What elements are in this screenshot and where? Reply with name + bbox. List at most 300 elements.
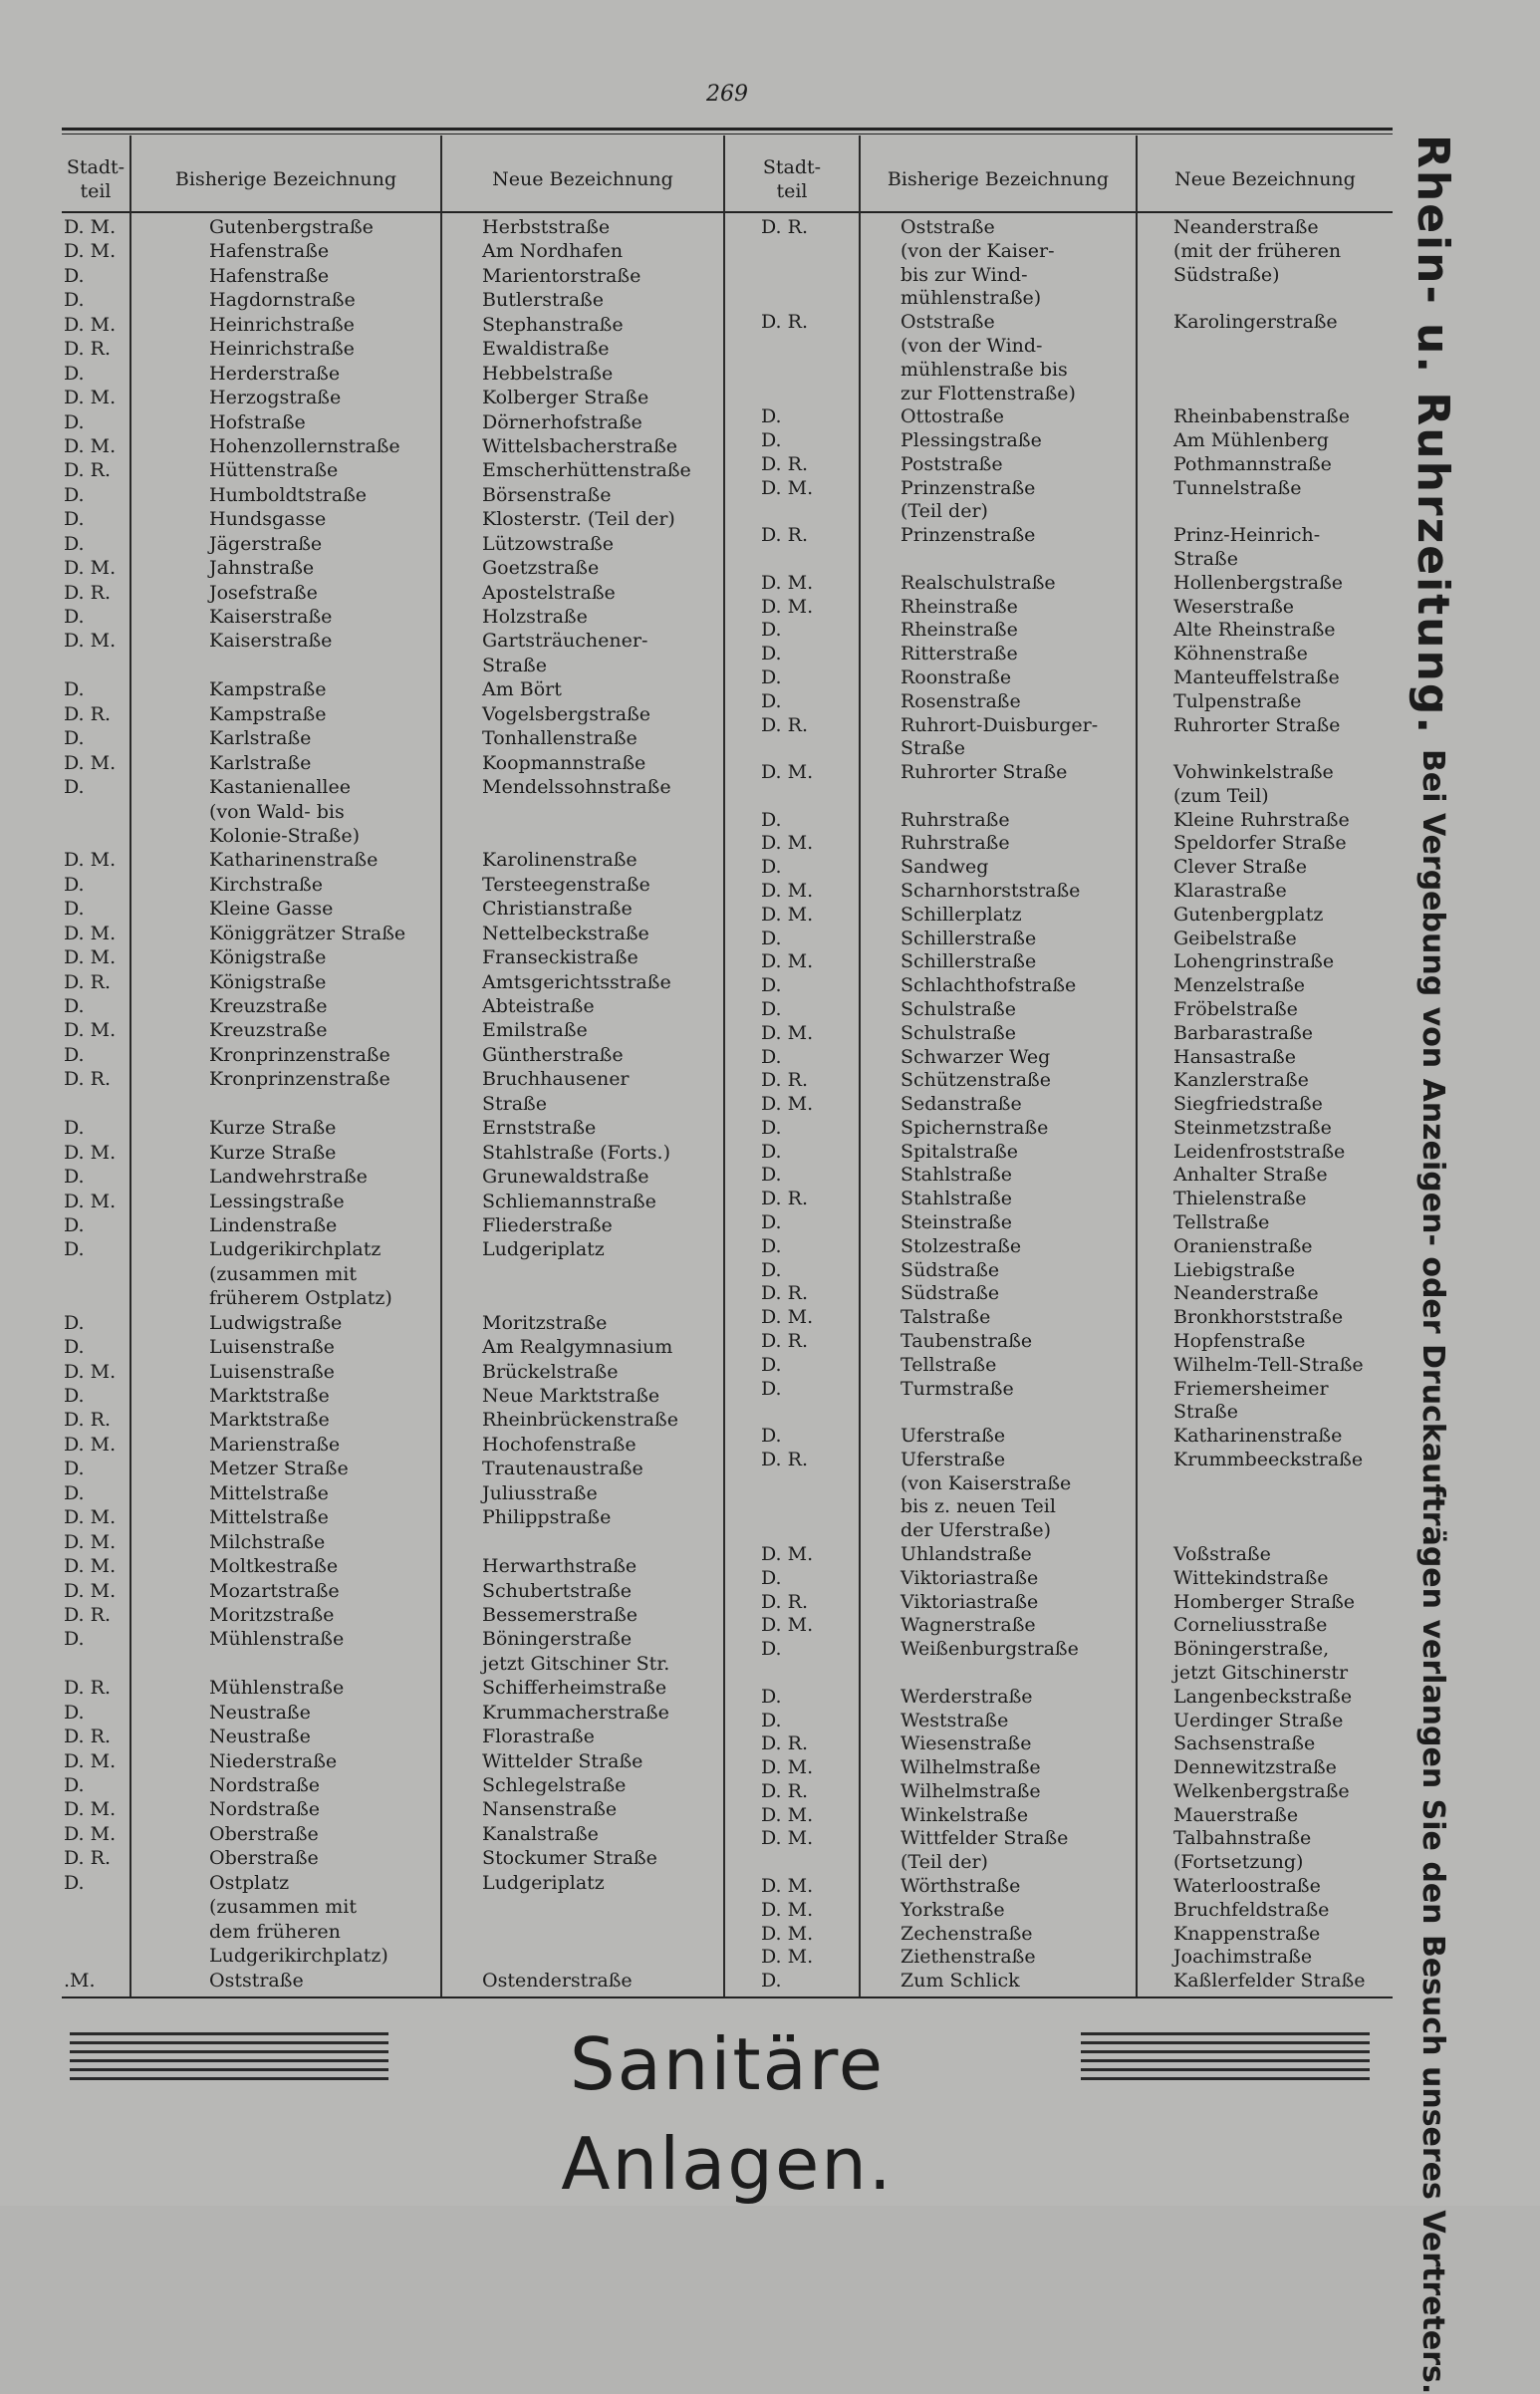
stadtteil-cell: D. — [64, 1336, 85, 1359]
new-name-cell: Sachsenstraße — [1173, 1732, 1316, 1755]
old-name-cell: Oststraße — [900, 311, 995, 334]
old-name-cell: Schillerstraße — [900, 927, 1037, 949]
bottom-rule — [62, 1996, 1393, 1998]
new-name-cell: (Fortsetzung) — [1173, 1851, 1304, 1874]
stadtteil-cell: D. M. — [64, 1019, 117, 1042]
new-name-cell: Krummacherstraße — [482, 1701, 669, 1724]
old-name-cell: (von der Wind- — [900, 334, 1043, 357]
new-name-cell: jetzt Gitschiner Str. — [482, 1652, 670, 1675]
stadtteil-cell: D. — [761, 1377, 782, 1400]
stadtteil-cell: D. — [761, 429, 782, 452]
new-name-cell: Neanderstraße — [1173, 216, 1319, 238]
new-name-cell: Hochofenstraße — [482, 1433, 637, 1456]
old-name-cell: (von der Kaiser- — [900, 239, 1055, 262]
old-name-cell: Hofstraße — [209, 410, 306, 433]
stadtteil-cell: D. R. — [64, 702, 111, 725]
stadtteil-cell: D. R. — [64, 1847, 111, 1870]
stadtteil-cell: D. — [761, 1353, 782, 1376]
column-divider — [129, 135, 131, 1996]
new-name-cell: Straße — [1173, 548, 1238, 570]
new-name-cell: Karolinenstraße — [482, 849, 638, 872]
new-name-cell: Kleine Ruhrstraße — [1173, 808, 1350, 831]
old-name-cell: Marktstraße — [209, 1385, 330, 1408]
old-name-cell: Oststraße — [209, 1969, 304, 1992]
stadtteil-cell: D. — [761, 974, 782, 997]
old-name-cell: bis zur Wind- — [900, 263, 1028, 286]
old-name-cell: Josefstraße — [209, 581, 318, 604]
stadtteil-cell: D. M. — [64, 1433, 117, 1456]
old-name-cell: Jahnstraße — [209, 557, 315, 580]
new-name-cell: Gutenbergplatz — [1173, 903, 1324, 926]
stadtteil-cell: D. M. — [64, 1822, 117, 1845]
new-name-cell: Anhalter Straße — [1173, 1164, 1328, 1187]
new-name-cell: Trautenaustraße — [482, 1458, 643, 1480]
stadtteil-cell: D. — [64, 1043, 85, 1066]
new-name-cell: Dennewitzstraße — [1173, 1756, 1337, 1779]
old-name-cell: Neustraße — [209, 1701, 311, 1724]
new-name-cell: Klarastraße — [1173, 880, 1287, 903]
stadtteil-cell: D. — [64, 1385, 85, 1408]
stadtteil-cell: D. M. — [64, 240, 117, 263]
old-name-cell: Schillerplatz — [900, 903, 1022, 926]
new-name-cell: Am Mühlenberg — [1173, 429, 1329, 452]
new-name-cell: Marientorstraße — [482, 264, 642, 287]
old-name-cell: Scharnhorststraße — [900, 880, 1081, 903]
new-name-cell: Kaßlerfelder Straße — [1173, 1970, 1366, 1993]
old-name-cell: (von Kaiserstraße — [900, 1471, 1072, 1494]
new-name-cell: Stephanstraße — [482, 313, 624, 336]
old-name-cell: Wilhelmstraße — [900, 1779, 1041, 1802]
old-name-cell: Humboldtstraße — [209, 483, 368, 506]
old-name-cell: mühlenstraße bis — [900, 358, 1068, 381]
new-name-cell: Am Realgymnasium — [482, 1336, 673, 1359]
new-name-cell: Gartsträuchener- — [482, 630, 648, 653]
stadtteil-cell: D. M. — [761, 880, 814, 903]
header-bisherige-right: Bisherige Bezeichnung — [887, 168, 1110, 190]
old-name-cell: Spitalstraße — [900, 1140, 1019, 1163]
new-name-cell: Ludgeriplatz — [482, 1871, 605, 1894]
stadtteil-cell: D. — [64, 1117, 85, 1140]
old-name-cell: Kreuzstraße — [209, 995, 328, 1018]
old-name-cell: Schwarzer Weg — [900, 1045, 1051, 1068]
column-divider — [440, 135, 442, 1996]
stadtteil-cell: D. — [761, 1685, 782, 1708]
old-name-cell: Kolonie-Straße) — [209, 824, 361, 847]
new-name-cell: Langenbeckstraße — [1173, 1685, 1353, 1708]
stadtteil-cell: D. M. — [761, 1827, 814, 1850]
old-name-cell: Nordstraße — [209, 1798, 321, 1821]
old-name-cell: Lessingstraße — [209, 1190, 345, 1212]
stadtteil-cell: D. R. — [761, 1069, 808, 1092]
stadtteil-cell: D. M. — [64, 1141, 117, 1164]
new-name-cell: Bruchhausener — [482, 1068, 630, 1091]
new-name-cell: Nettelbeckstraße — [482, 922, 649, 944]
stadtteil-cell: D. R. — [761, 1448, 808, 1470]
old-name-cell: dem früheren — [209, 1920, 341, 1943]
old-name-cell: Wiesenstraße — [900, 1732, 1032, 1755]
stadtteil-cell: D. R. — [64, 970, 111, 993]
new-name-cell: Böningerstraße — [482, 1628, 633, 1651]
new-name-cell: Oranienstraße — [1173, 1234, 1313, 1257]
stadtteil-cell: D. M. — [64, 1579, 117, 1602]
stadtteil-cell: D. R. — [761, 1188, 808, 1210]
old-name-cell: (zusammen mit — [209, 1262, 358, 1285]
new-name-cell: Florastraße — [482, 1726, 595, 1748]
old-name-cell: Heinrichstraße — [209, 338, 355, 361]
stadtteil-cell: D. R. — [761, 311, 808, 334]
new-name-cell: Kanalstraße — [482, 1822, 599, 1845]
old-name-cell: Kaiserstraße — [209, 630, 333, 653]
new-name-cell: Amtsgerichtsstraße — [482, 970, 671, 993]
new-name-cell: Ernststraße — [482, 1117, 597, 1140]
old-name-cell: Zum Schlick — [900, 1970, 1020, 1993]
stadtteil-cell: D. M. — [64, 1798, 117, 1821]
old-name-cell: mühlenstraße) — [900, 287, 1042, 310]
old-name-cell: Kurze Straße — [209, 1117, 337, 1140]
stadtteil-cell: D. — [761, 1234, 782, 1257]
old-name-cell: bis z. neuen Teil — [900, 1495, 1056, 1518]
new-name-cell: Katharinenstraße — [1173, 1425, 1343, 1448]
stadtteil-cell: D. — [761, 1709, 782, 1731]
new-name-cell: Emilstraße — [482, 1019, 588, 1042]
new-name-cell: Pothmannstraße — [1173, 452, 1332, 475]
stadtteil-cell: D. M. — [64, 434, 117, 457]
stadtteil-cell: D. — [761, 1211, 782, 1234]
top-rule-thin — [62, 133, 1393, 134]
stadtteil-cell: D. M. — [64, 849, 117, 872]
stadtteil-cell: D. M. — [761, 832, 814, 855]
stadtteil-cell: D. — [761, 1258, 782, 1281]
new-name-cell: Thielenstraße — [1173, 1188, 1307, 1210]
stadtteil-cell: D. M. — [761, 1543, 814, 1566]
new-name-cell: Ostenderstraße — [482, 1969, 633, 1992]
stadtteil-cell: D. M. — [761, 1946, 814, 1969]
stadtteil-cell: D. — [64, 483, 85, 506]
new-name-cell: Am Bört — [482, 678, 562, 701]
stadtteil-cell: D. R. — [64, 581, 111, 604]
stadtteil-cell: D. M. — [64, 1555, 117, 1578]
stadtteil-cell: D. — [64, 776, 85, 799]
new-name-cell: Straße — [482, 1092, 547, 1115]
stadtteil-cell: D. — [64, 1458, 85, 1480]
page-number: 269 — [706, 82, 748, 107]
old-name-cell: Katharinenstraße — [209, 849, 379, 872]
old-name-cell: zur Flottenstraße) — [900, 382, 1076, 404]
stadtteil-cell: D. — [761, 856, 782, 879]
new-name-cell: Klosterstr. (Teil der) — [482, 508, 675, 531]
old-name-cell: Kreuzstraße — [209, 1019, 328, 1042]
stadtteil-cell: D. R. — [761, 1590, 808, 1613]
old-name-cell: Hafenstraße — [209, 240, 330, 263]
new-name-cell: Barbarastraße — [1173, 1021, 1314, 1044]
new-name-cell: Waterloostraße — [1173, 1875, 1321, 1898]
stadtteil-cell: D. R. — [761, 1732, 808, 1755]
old-name-cell: Luisenstraße — [209, 1360, 335, 1383]
old-name-cell: Marienstraße — [209, 1433, 341, 1456]
column-divider — [859, 135, 861, 1996]
new-name-cell: Hopfenstraße — [1173, 1329, 1306, 1352]
old-name-cell: Kirchstraße — [209, 873, 323, 896]
new-name-cell: Brückelstraße — [482, 1360, 619, 1383]
new-name-cell: Lohengrinstraße — [1173, 950, 1335, 973]
new-name-cell: Emscherhüttenstraße — [482, 459, 691, 482]
old-name-cell: Karlstraße — [209, 727, 312, 750]
stadtteil-cell: D. — [64, 1166, 85, 1189]
new-name-cell: Rheinbabenstraße — [1173, 405, 1350, 428]
new-name-cell: Bronkhorststraße — [1173, 1306, 1344, 1329]
old-name-cell: Neustraße — [209, 1726, 311, 1748]
new-name-cell: Ruhrorter Straße — [1173, 713, 1341, 736]
stadtteil-cell: D. R. — [761, 452, 808, 475]
stadtteil-cell: D. — [64, 1238, 85, 1261]
stadtteil-cell: D. R. — [761, 1779, 808, 1802]
new-name-cell: Ludgeriplatz — [482, 1238, 605, 1261]
old-name-cell: Herderstraße — [209, 362, 341, 385]
new-name-cell: Herwarthstraße — [482, 1555, 638, 1578]
stadtteil-cell: D. M. — [761, 1875, 814, 1898]
new-name-cell: Am Nordhafen — [482, 240, 624, 263]
new-name-cell: Tunnelstraße — [1173, 476, 1302, 499]
stadtteil-cell: D. — [761, 1638, 782, 1661]
stadtteil-cell: D. — [64, 1481, 85, 1504]
new-name-cell: Corneliusstraße — [1173, 1614, 1328, 1637]
old-name-cell: Mühlenstraße — [209, 1628, 345, 1651]
old-name-cell: (von Wald- bis — [209, 800, 345, 823]
old-name-cell: Herzogstraße — [209, 387, 342, 409]
old-name-cell: Ludwigstraße — [209, 1311, 343, 1334]
stadtteil-cell: D. — [64, 873, 85, 896]
stadtteil-cell: D. — [761, 1045, 782, 1068]
new-name-cell: Neanderstraße — [1173, 1282, 1319, 1305]
old-name-cell: Roonstraße — [900, 665, 1012, 688]
old-name-cell: Jägerstraße — [209, 532, 323, 555]
stadtteil-cell: D. — [761, 619, 782, 642]
old-name-cell: Poststraße — [900, 452, 1003, 475]
new-name-cell: Alte Rheinstraße — [1173, 619, 1336, 642]
stadtteil-cell: D. M. — [761, 761, 814, 784]
new-name-cell: Karolingerstraße — [1173, 311, 1338, 334]
stadtteil-cell: D. — [761, 1970, 782, 1993]
new-name-cell: Juliusstraße — [482, 1481, 598, 1504]
new-name-cell: Bessemerstraße — [482, 1603, 639, 1626]
old-name-cell: Realschulstraße — [900, 571, 1056, 594]
old-name-cell: Metzer Straße — [209, 1458, 349, 1480]
old-name-cell: Uferstraße — [900, 1425, 1006, 1448]
old-name-cell: Ruhrort-Duisburger- — [900, 713, 1099, 736]
new-name-cell: Wittelsbacherstraße — [482, 434, 678, 457]
new-name-cell: Bruchfeldstraße — [1173, 1898, 1330, 1921]
stadtteil-cell: D. M. — [761, 1898, 814, 1921]
old-name-cell: Heinrichstraße — [209, 313, 355, 336]
new-name-cell: Christianstraße — [482, 898, 633, 921]
old-name-cell: Werderstraße — [900, 1685, 1033, 1708]
new-name-cell: Joachimstraße — [1173, 1946, 1313, 1969]
new-name-cell: Uerdinger Straße — [1173, 1709, 1344, 1731]
old-name-cell: Zechenstraße — [900, 1922, 1033, 1945]
new-name-cell: Vohwinkelstraße — [1173, 761, 1334, 784]
stadtteil-cell: D. — [64, 289, 85, 312]
old-name-cell: Uhlandstraße — [900, 1543, 1032, 1566]
new-name-cell: Steinmetzstraße — [1173, 1116, 1332, 1139]
new-name-cell: Schlegelstraße — [482, 1774, 627, 1797]
old-name-cell: Luisenstraße — [209, 1336, 335, 1359]
old-name-cell: Südstraße — [900, 1282, 1000, 1305]
new-name-cell: Südstraße) — [1173, 263, 1280, 286]
stadtteil-cell: D. M. — [761, 1922, 814, 1945]
old-name-cell: Kronprinzenstraße — [209, 1068, 390, 1091]
column-divider — [723, 135, 725, 1996]
old-name-cell: der Uferstraße) — [900, 1519, 1052, 1542]
stadtteil-cell: D. — [761, 1116, 782, 1139]
new-name-cell: Straße — [1173, 1401, 1238, 1424]
new-name-cell: Leidenfroststraße — [1173, 1140, 1346, 1163]
new-name-cell: Schifferheimstraße — [482, 1677, 667, 1700]
new-name-cell: Grunewaldstraße — [482, 1166, 649, 1189]
old-name-cell: Kastanienallee — [209, 776, 351, 799]
stadtteil-cell: D. M. — [64, 216, 117, 238]
stadtteil-cell: D. — [761, 808, 782, 831]
new-name-cell: Homberger Straße — [1173, 1590, 1356, 1613]
old-name-cell: Lindenstraße — [209, 1213, 338, 1236]
old-name-cell: Weißenburgstraße — [900, 1638, 1079, 1661]
new-name-cell: Stahlstraße (Forts.) — [482, 1141, 670, 1164]
old-name-cell: Prinzenstraße — [900, 476, 1036, 499]
old-name-cell: Weststraße — [900, 1709, 1009, 1731]
new-name-cell: Tellstraße — [1173, 1211, 1270, 1234]
new-name-cell: Böningerstraße, — [1173, 1638, 1330, 1661]
old-name-cell: Schlachthofstraße — [900, 974, 1077, 997]
new-name-cell: Kanzlerstraße — [1173, 1069, 1309, 1092]
top-rule — [62, 128, 1393, 131]
old-name-cell: Hafenstraße — [209, 264, 330, 287]
new-name-cell: Ewaldistraße — [482, 338, 610, 361]
new-name-cell: Tulpenstraße — [1173, 689, 1302, 712]
stadtteil-cell: D. M. — [761, 950, 814, 973]
stadtteil-cell: D. R. — [64, 1726, 111, 1748]
advertisement-sidebar — [1395, 134, 1472, 2394]
stadtteil-cell: D. — [64, 1628, 85, 1651]
stadtteil-cell: D. M. — [64, 313, 117, 336]
stadtteil-cell: D. — [64, 1774, 85, 1797]
new-name-cell: Vogelsbergstraße — [482, 702, 651, 725]
old-name-cell: Rheinstraße — [900, 619, 1018, 642]
old-name-cell: Stahlstraße — [900, 1164, 1013, 1187]
stadtteil-cell: D. M. — [761, 476, 814, 499]
stadtteil-cell: D. M. — [761, 571, 814, 594]
stadtteil-cell: D. — [64, 362, 85, 385]
old-name-cell: früherem Ostplatz) — [209, 1287, 392, 1310]
new-name-cell: Goetzstraße — [482, 557, 600, 580]
old-name-cell: Ruhrorter Straße — [900, 761, 1068, 784]
banner-advert: Sanitäre Anlagen. — [561, 2022, 894, 2206]
stadtteil-cell: D. — [761, 1566, 782, 1589]
stadtteil-cell: D. — [761, 665, 782, 688]
stadtteil-cell: D. — [64, 606, 85, 628]
stadtteil-cell: D. M. — [64, 557, 117, 580]
old-name-cell: Turmstraße — [900, 1377, 1014, 1400]
old-name-cell: Ziethenstraße — [900, 1946, 1036, 1969]
old-name-cell: Straße — [900, 737, 965, 760]
old-name-cell: Winkelstraße — [900, 1803, 1029, 1826]
old-name-cell: (Teil der) — [900, 500, 988, 523]
new-name-cell: Manteuffelstraße — [1173, 665, 1340, 688]
new-name-cell: Geibelstraße — [1173, 927, 1297, 949]
stadtteil-cell: D. M. — [64, 1360, 117, 1383]
new-name-cell: Weserstraße — [1173, 595, 1295, 618]
new-name-cell: Schliemannstraße — [482, 1190, 656, 1212]
old-name-cell: Ostplatz — [209, 1871, 290, 1894]
old-name-cell: Prinzenstraße — [900, 524, 1036, 547]
old-name-cell: Hohenzollernstraße — [209, 434, 400, 457]
banner-lines-right — [1081, 2032, 1370, 2092]
old-name-cell: Landwehrstraße — [209, 1166, 368, 1189]
old-name-cell: Kurze Straße — [209, 1141, 337, 1164]
new-name-cell: Welkenbergstraße — [1173, 1779, 1350, 1802]
stadtteil-cell: D. — [761, 1164, 782, 1187]
stadtteil-cell: D. M. — [761, 1021, 814, 1044]
stadtteil-cell: D. R. — [761, 216, 808, 238]
stadtteil-cell: D. M. — [761, 1803, 814, 1826]
stadtteil-cell: D. — [64, 1871, 85, 1894]
old-name-cell: Mozartstraße — [209, 1579, 340, 1602]
old-name-cell: Ruhrstraße — [900, 808, 1010, 831]
old-name-cell: Viktoriastraße — [900, 1590, 1039, 1613]
old-name-cell: Südstraße — [900, 1258, 1000, 1281]
new-name-cell: Mendelssohnstraße — [482, 776, 671, 799]
old-name-cell: Hüttenstraße — [209, 459, 339, 482]
old-name-cell: Moritzstraße — [209, 1603, 335, 1626]
old-name-cell: Stolzestraße — [900, 1234, 1022, 1257]
old-name-cell: Ottostraße — [900, 405, 1005, 428]
stadtteil-cell: D. M. — [64, 630, 117, 653]
old-name-cell: Wagnerstraße — [900, 1614, 1036, 1637]
new-name-cell: Krummbeeckstraße — [1173, 1448, 1364, 1470]
stadtteil-cell: D. — [64, 995, 85, 1018]
new-name-cell: Nansenstraße — [482, 1798, 618, 1821]
new-name-cell: Köhnenstraße — [1173, 643, 1308, 665]
new-name-cell: Schubertstraße — [482, 1579, 632, 1602]
new-name-cell: Koopmannstraße — [482, 751, 646, 774]
stadtteil-cell: D. — [64, 532, 85, 555]
header-stadtteil-left: Stadt- teil — [66, 156, 126, 202]
stadtteil-cell: D. M. — [64, 922, 117, 944]
new-name-cell: Mauerstraße — [1173, 1803, 1299, 1826]
new-name-cell: jetzt Gitschinerstr — [1173, 1661, 1349, 1684]
banner-lines-left — [70, 2032, 388, 2092]
header-bisherige-left: Bisherige Bezeichnung — [174, 168, 397, 190]
stadtteil-cell: D. M. — [761, 595, 814, 618]
column-divider — [1136, 135, 1138, 1996]
new-name-cell: Hollenbergstraße — [1173, 571, 1344, 594]
old-name-cell: Oststraße — [900, 216, 995, 238]
new-name-cell: Clever Straße — [1173, 856, 1307, 879]
old-name-cell: Königstraße — [209, 970, 327, 993]
stadtteil-cell: D. — [64, 1213, 85, 1236]
old-name-cell: Mittelstraße — [209, 1506, 329, 1529]
new-name-cell: Franseckistraße — [482, 946, 639, 969]
old-name-cell: (zusammen mit — [209, 1896, 358, 1919]
header-stadtteil-right: Stadt- teil — [762, 156, 822, 202]
new-name-cell: Straße — [482, 654, 547, 676]
old-name-cell: Karlstraße — [209, 751, 312, 774]
header-neue-right: Neue Bezeichnung — [1174, 168, 1356, 190]
stadtteil-cell: D. R. — [64, 1068, 111, 1091]
stadtteil-cell: D. M. — [761, 903, 814, 926]
old-name-cell: Gutenbergstraße — [209, 216, 374, 238]
new-name-cell: Voßstraße — [1173, 1543, 1271, 1566]
stadtteil-cell: D. — [761, 1140, 782, 1163]
new-name-cell: Knappenstraße — [1173, 1922, 1321, 1945]
